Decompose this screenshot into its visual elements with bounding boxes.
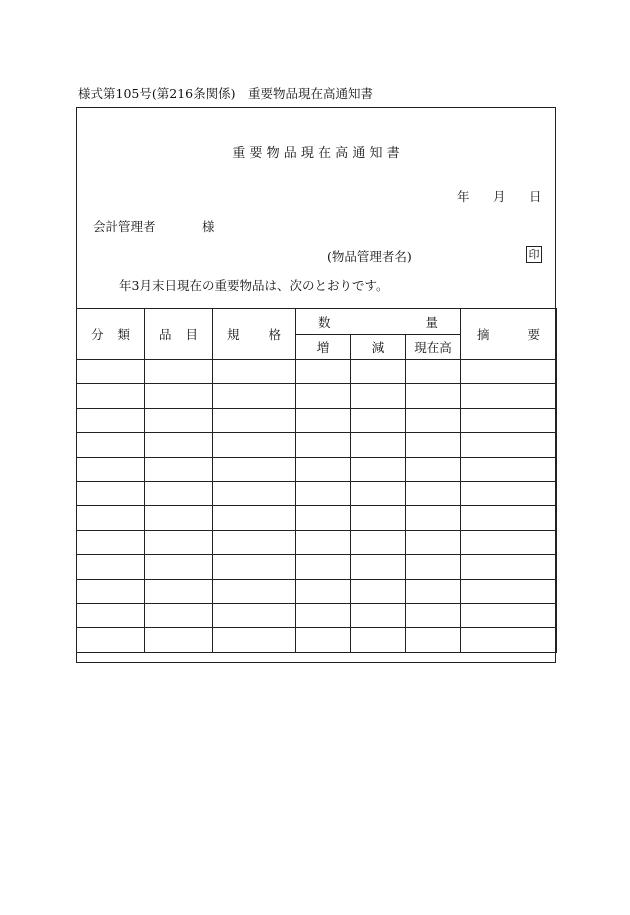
form-frame: [76, 107, 556, 663]
table-cell[interactable]: [77, 530, 145, 554]
table-cell[interactable]: [351, 384, 406, 408]
table-cell[interactable]: [406, 408, 461, 432]
date-day: 日: [529, 189, 542, 204]
table-row: [77, 603, 557, 627]
table-cell[interactable]: [296, 506, 351, 530]
table-row: [77, 360, 557, 384]
table-cell[interactable]: [145, 628, 213, 652]
table-row: [77, 530, 557, 554]
table-cell[interactable]: [213, 579, 296, 603]
table-cell[interactable]: [406, 433, 461, 457]
header-item: 品 目: [145, 309, 213, 360]
table-cell[interactable]: [77, 360, 145, 384]
table-cell[interactable]: [77, 603, 145, 627]
table-row: [77, 457, 557, 481]
date-year: 年: [457, 189, 470, 204]
table-cell[interactable]: [351, 433, 406, 457]
table-cell[interactable]: [145, 579, 213, 603]
table-cell[interactable]: [296, 457, 351, 481]
table-cell[interactable]: [77, 481, 145, 505]
inventory-table: [76, 308, 557, 653]
table-cell[interactable]: [145, 384, 213, 408]
table-cell[interactable]: [77, 457, 145, 481]
table-cell[interactable]: [461, 579, 557, 603]
table-cell[interactable]: [213, 408, 296, 432]
table-cell[interactable]: [213, 481, 296, 505]
table-cell[interactable]: [351, 360, 406, 384]
table-cell[interactable]: [213, 603, 296, 627]
header-remarks: 摘 要: [461, 309, 557, 360]
table-row: [77, 384, 557, 408]
header-increase: 増: [296, 335, 351, 360]
table-cell[interactable]: [296, 360, 351, 384]
table-row: [77, 506, 557, 530]
table-cell[interactable]: [77, 433, 145, 457]
table-cell[interactable]: [351, 530, 406, 554]
table-cell[interactable]: [296, 555, 351, 579]
table-cell[interactable]: [213, 360, 296, 384]
table-cell[interactable]: [77, 384, 145, 408]
table-cell[interactable]: [461, 384, 557, 408]
table-cell[interactable]: [406, 481, 461, 505]
table-cell[interactable]: [406, 579, 461, 603]
addressee-label: 会計管理者: [93, 219, 156, 234]
table-cell[interactable]: [351, 628, 406, 652]
date-month: 月: [493, 189, 506, 204]
table-cell[interactable]: [145, 481, 213, 505]
table-cell[interactable]: [213, 555, 296, 579]
seal-icon: 印: [526, 246, 542, 263]
table-cell[interactable]: [213, 384, 296, 408]
table-cell[interactable]: [296, 628, 351, 652]
table-cell[interactable]: [406, 384, 461, 408]
table-cell[interactable]: [77, 408, 145, 432]
table-cell[interactable]: [296, 408, 351, 432]
table-cell[interactable]: [351, 506, 406, 530]
table-cell[interactable]: [213, 433, 296, 457]
table-cell[interactable]: [77, 579, 145, 603]
table-cell[interactable]: [296, 433, 351, 457]
header-quantity: 数 量: [296, 309, 461, 335]
table-row: [77, 408, 557, 432]
table-cell[interactable]: [461, 481, 557, 505]
table-cell[interactable]: [461, 360, 557, 384]
table-cell[interactable]: [213, 530, 296, 554]
table-cell[interactable]: [351, 408, 406, 432]
table-row: [77, 628, 557, 652]
table-cell[interactable]: [351, 481, 406, 505]
document-title: 重 要 物 品 現 在 高 通 知 書: [232, 146, 400, 161]
addressee-honorific: 様: [202, 219, 215, 234]
table-cell[interactable]: [351, 579, 406, 603]
table-cell[interactable]: [145, 457, 213, 481]
header-category: 分 類: [77, 309, 145, 360]
header-current: 現在高: [406, 335, 461, 360]
table-row: [77, 555, 557, 579]
table-cell[interactable]: [461, 603, 557, 627]
table-cell[interactable]: [461, 408, 557, 432]
form-caption: 様式第105号(第216条関係) 重要物品現在高通知書: [78, 86, 373, 101]
table-cell[interactable]: [213, 506, 296, 530]
table-cell[interactable]: [145, 433, 213, 457]
table-cell[interactable]: [145, 360, 213, 384]
table-cell[interactable]: [351, 603, 406, 627]
table-cell[interactable]: [406, 457, 461, 481]
table-cell[interactable]: [461, 530, 557, 554]
table-cell[interactable]: [296, 530, 351, 554]
table-cell[interactable]: [296, 579, 351, 603]
table-row: [77, 433, 557, 457]
header-spec: 規 格: [213, 309, 296, 360]
table-cell[interactable]: [406, 360, 461, 384]
table-cell[interactable]: [213, 628, 296, 652]
table-cell[interactable]: [296, 481, 351, 505]
table-cell[interactable]: [406, 628, 461, 652]
table-cell[interactable]: [461, 457, 557, 481]
table-cell[interactable]: [296, 384, 351, 408]
table-cell[interactable]: [406, 530, 461, 554]
table-row: [77, 579, 557, 603]
table-cell[interactable]: [77, 506, 145, 530]
table-cell[interactable]: [213, 457, 296, 481]
table-cell[interactable]: [461, 628, 557, 652]
manager-name-label: (物品管理者名): [327, 249, 412, 264]
table-cell[interactable]: [351, 457, 406, 481]
table-cell[interactable]: [77, 555, 145, 579]
table-cell[interactable]: [145, 506, 213, 530]
table-cell[interactable]: [461, 506, 557, 530]
table-cell[interactable]: [461, 555, 557, 579]
table-cell[interactable]: [145, 603, 213, 627]
table-cell[interactable]: [145, 555, 213, 579]
table-cell[interactable]: [145, 530, 213, 554]
table-row: [77, 481, 557, 505]
table-cell[interactable]: [461, 433, 557, 457]
table-cell[interactable]: [406, 603, 461, 627]
header-decrease: 減: [351, 335, 406, 360]
table-cell[interactable]: [296, 603, 351, 627]
table-cell[interactable]: [145, 408, 213, 432]
table-cell[interactable]: [406, 506, 461, 530]
table-cell[interactable]: [77, 628, 145, 652]
table-cell[interactable]: [351, 555, 406, 579]
table-cell[interactable]: [406, 555, 461, 579]
statement-text: 年3月末日現在の重要物品は、次のとおりです。: [119, 278, 389, 293]
